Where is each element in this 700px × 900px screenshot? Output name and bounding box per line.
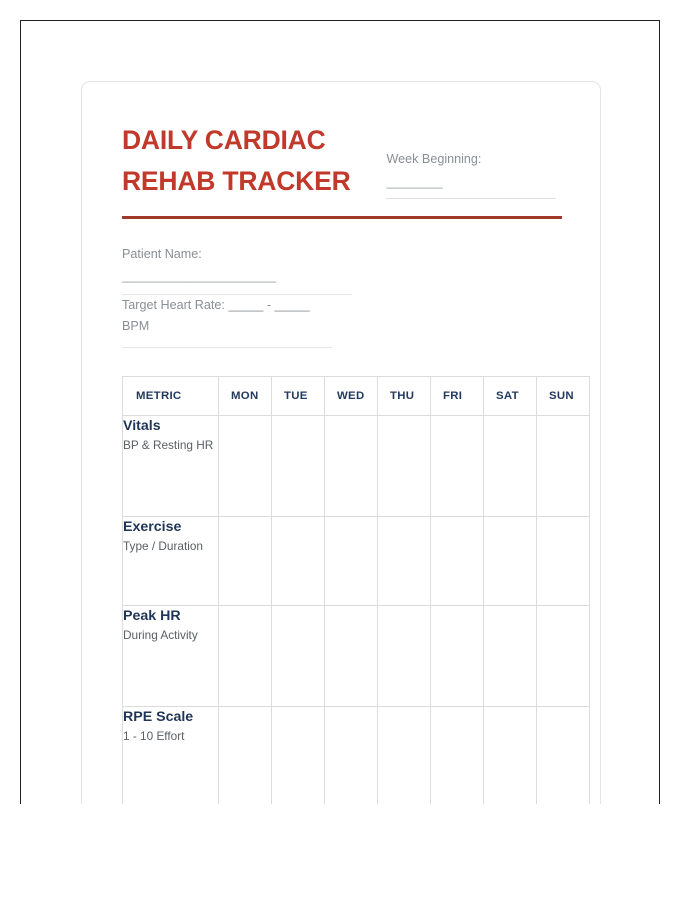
patient-name-field[interactable] [122, 244, 352, 295]
entry-cell-peak-hr-fri[interactable] [431, 606, 484, 707]
column-header-mon: MON [219, 377, 272, 416]
metric-sub: During Activity [123, 628, 198, 642]
entry-cell-exercise-thu[interactable] [378, 517, 431, 606]
entry-cell-exercise-tue[interactable] [272, 517, 325, 606]
patient-name-blank: ______________________ [122, 269, 277, 283]
metric-cell-peak-hr [123, 606, 219, 707]
entry-cell-exercise-wed[interactable] [325, 517, 378, 606]
page-title-line-2: REHAB TRACKER [122, 166, 351, 196]
metric-name: RPE Scale [123, 709, 194, 725]
entry-cell-rpe-tue[interactable] [272, 707, 325, 805]
target-heart-rate-label: Target Heart Rate: _____ - _____ [122, 298, 310, 312]
patient-info-row [122, 244, 560, 348]
week-beginning-label: Week Beginning: [386, 152, 482, 166]
table-row [123, 416, 590, 517]
entry-cell-rpe-mon[interactable] [219, 707, 272, 805]
entry-cell-exercise-sun[interactable] [537, 517, 590, 606]
entry-cell-peak-hr-sun[interactable] [537, 606, 590, 707]
patient-name-label: Patient Name: [122, 247, 202, 261]
column-header-sat: SAT [484, 377, 537, 416]
entry-cell-vitals-thu[interactable] [378, 416, 431, 517]
entry-cell-peak-hr-tue[interactable] [272, 606, 325, 707]
table-row [123, 606, 590, 707]
metric-cell-vitals [123, 416, 219, 517]
entry-cell-peak-hr-sat[interactable] [484, 606, 537, 707]
entry-cell-rpe-sat[interactable] [484, 707, 537, 805]
entry-cell-vitals-sun[interactable] [537, 416, 590, 517]
column-header-metric: METRIC [123, 377, 219, 416]
entry-cell-peak-hr-mon[interactable] [219, 606, 272, 707]
week-beginning-blank: ________ [386, 175, 443, 189]
metric-name: Vitals [123, 418, 161, 434]
entry-cell-peak-hr-wed[interactable] [325, 606, 378, 707]
metric-sub: BP & Resting HR [123, 438, 214, 452]
week-beginning-field[interactable] [386, 120, 556, 199]
column-header-sun: SUN [537, 377, 590, 416]
metric-cell-exercise [123, 517, 219, 606]
entry-cell-peak-hr-thu[interactable] [378, 606, 431, 707]
entry-cell-rpe-sun[interactable] [537, 707, 590, 805]
entry-cell-vitals-wed[interactable] [325, 416, 378, 517]
entry-cell-vitals-sat[interactable] [484, 416, 537, 517]
weekly-tracker-table [122, 376, 590, 804]
entry-cell-vitals-fri[interactable] [431, 416, 484, 517]
entry-cell-rpe-thu[interactable] [378, 707, 431, 805]
page-title-line-1: DAILY CARDIAC [122, 125, 326, 155]
entry-cell-exercise-mon[interactable] [219, 517, 272, 606]
metric-sub: Type / Duration [123, 539, 203, 553]
table-row [123, 707, 590, 805]
column-header-tue: TUE [272, 377, 325, 416]
entry-cell-vitals-mon[interactable] [219, 416, 272, 517]
week-beginning-rule [386, 197, 556, 199]
title-divider [122, 216, 562, 219]
metric-sub: 1 - 10 Effort [123, 729, 185, 743]
metric-cell-rpe-scale [123, 707, 219, 805]
entry-cell-exercise-fri[interactable] [431, 517, 484, 606]
column-header-thu: THU [378, 377, 431, 416]
entry-cell-rpe-wed[interactable] [325, 707, 378, 805]
document-header [122, 120, 560, 202]
entry-cell-exercise-sat[interactable] [484, 517, 537, 606]
metric-name: Exercise [123, 519, 182, 535]
column-header-wed: WED [325, 377, 378, 416]
entry-cell-vitals-tue[interactable] [272, 416, 325, 517]
target-heart-rate-field[interactable] [122, 295, 332, 348]
target-heart-rate-rule [122, 346, 332, 348]
title-block [122, 120, 382, 202]
page-frame [20, 20, 660, 804]
target-heart-rate-unit: BPM [122, 319, 150, 333]
column-header-fri: FRI [431, 377, 484, 416]
metric-name: Peak HR [123, 608, 181, 624]
table-header-row [123, 377, 590, 416]
tracker-document-card [81, 81, 601, 804]
table-row [123, 517, 590, 606]
entry-cell-rpe-fri[interactable] [431, 707, 484, 805]
